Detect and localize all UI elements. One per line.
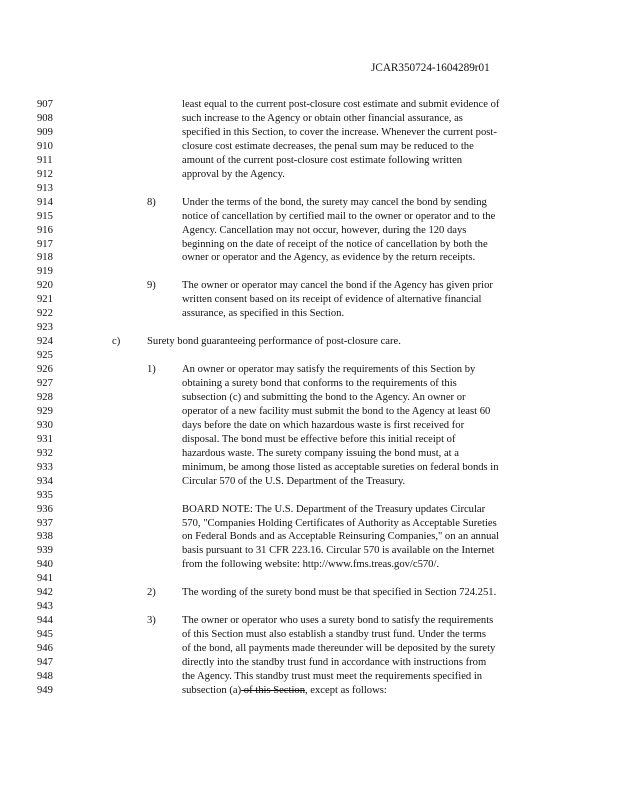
line-number: 949	[37, 684, 53, 696]
line-number: 926	[37, 364, 53, 376]
line-number: 928	[37, 391, 53, 403]
line-number: 922	[37, 308, 53, 320]
text-line: Surety bond guaranteeing performance of post-closure care.	[147, 336, 401, 348]
line-number: 935	[37, 489, 53, 501]
line-number: 941	[37, 573, 53, 585]
line-number: 916	[37, 224, 53, 236]
line-number: 910	[37, 140, 53, 152]
text-line: operator of a new facility must submit the bond to the Agency at least 60	[182, 405, 491, 417]
document-id-header: JCAR350724-1604289r01	[371, 62, 490, 74]
line-number: 945	[37, 629, 53, 641]
line-number: 932	[37, 447, 53, 459]
paragraph-marker: 9)	[147, 280, 156, 292]
line-number: 943	[37, 601, 53, 613]
line-number: 948	[37, 670, 53, 682]
text-line: such increase to the Agency or obtain other financial assurance, as	[182, 112, 463, 124]
text-line: subsection (a) of this Section, except as follows:	[182, 684, 387, 696]
line-number: 939	[37, 545, 53, 557]
text-line: hazardous waste. The surety company issuing the bond must, at a	[182, 447, 459, 459]
paragraph-marker: 8)	[147, 196, 156, 208]
line-number: 912	[37, 168, 53, 180]
line-number: 917	[37, 238, 53, 250]
text-line: days before the date on which hazardous waste is first received for	[182, 419, 465, 431]
text-line: on Federal Bonds and as Acceptable Reinsuring Companies," on an annual	[182, 531, 500, 543]
line-number: 909	[37, 126, 53, 138]
text-line: basis pursuant to 31 CFR 223.16. Circular 570 is available on the Internet	[182, 545, 495, 557]
line-number: 911	[37, 154, 53, 166]
text-line: The wording of the surety bond must be that specified in Section 724.251.	[182, 587, 497, 599]
text-line: subsection (c) and submitting the bond to the Agency. An owner or	[182, 391, 466, 403]
text-line: Agency. Cancellation may not occur, however, during the 120 days	[182, 224, 467, 236]
text-line: the Agency. This standby trust must meet the requirements specified in	[182, 670, 483, 682]
text-line: 570, "Companies Holding Certificates of Authority as Acceptable Sureties	[182, 517, 497, 529]
line-number: 907	[37, 99, 53, 110]
text-line: Circular 570 of the U.S. Department of the Treasury.	[182, 475, 406, 487]
line-number: 934	[37, 475, 53, 487]
text-line: from the following website: http://www.fms.treas.gov/c570/.	[182, 559, 440, 571]
line-number: 914	[37, 196, 53, 208]
text-line: closure cost estimate decreases, the penal sum may be reduced to the	[182, 140, 474, 152]
line-number: 920	[37, 280, 53, 292]
line-number: 947	[37, 657, 53, 668]
text-line: minimum, be among those listed as acceptable sureties on federal bonds in	[182, 461, 499, 473]
struck-text: of this Section	[241, 684, 305, 696]
text-line: The owner or operator may cancel the bond if the Agency has given prior	[182, 280, 493, 292]
paragraph-marker: 3)	[147, 615, 156, 627]
text-line: of this Section must also establish a standby trust fund. Under the terms	[182, 629, 486, 641]
line-number: 923	[37, 322, 53, 334]
text-line: amount of the current post-closure cost estimate following written	[182, 154, 463, 166]
line-number: 918	[37, 252, 53, 264]
text-line: approval by the Agency.	[182, 168, 285, 180]
line-number: 933	[37, 461, 53, 473]
text-line: directly into the standby trust fund in accordance with instructions from	[182, 657, 487, 668]
text-line: written consent based on its receipt of evidence of alternative financial	[182, 294, 482, 306]
text-line: Under the terms of the bond, the surety may cancel the bond by sending	[182, 196, 487, 208]
text-line: An owner or operator may satisfy the requirements of this Section by	[182, 364, 476, 376]
line-number: 927	[37, 378, 53, 389]
text-line: beginning on the date of receipt of the notice of cancellation by both the	[182, 238, 488, 250]
line-number: 908	[37, 112, 53, 124]
line-number: 931	[37, 433, 53, 445]
line-number: 946	[37, 643, 53, 655]
text-line: owner or operator and the Agency, as evidence by the return receipts.	[182, 252, 476, 264]
line-number: 937	[37, 517, 53, 529]
line-number: 936	[37, 503, 53, 515]
text-line: disposal. The bond must be effective before this initial receipt of	[182, 433, 456, 445]
text-line: least equal to the current post-closure cost estimate and submit evidence of	[182, 99, 500, 110]
line-number: 921	[37, 294, 53, 306]
line-number: 919	[37, 266, 53, 278]
line-number: 915	[37, 210, 53, 222]
text-line: assurance, as specified in this Section.	[182, 308, 345, 320]
line-number: 924	[37, 336, 53, 348]
line-number: 913	[37, 182, 53, 194]
line-number: 940	[37, 559, 53, 571]
paragraph-marker: 1)	[147, 364, 156, 376]
line-number: 929	[37, 405, 53, 417]
text-line: BOARD NOTE: The U.S. Department of the Treasury updates Circular	[182, 503, 486, 515]
text-line: obtaining a surety bond that conforms to the requirements of this	[182, 378, 457, 389]
line-number: 942	[37, 587, 53, 599]
text-line: The owner or operator who uses a surety bond to satisfy the requirements	[182, 615, 494, 627]
line-number: 944	[37, 615, 53, 627]
text-line: of the bond, all payments made thereunder will be deposited by the surety	[182, 643, 496, 655]
line-number: 938	[37, 531, 53, 543]
text-line: specified in this Section, to cover the increase. Whenever the current post-	[182, 126, 497, 138]
line-number: 925	[37, 350, 53, 362]
line-number: 930	[37, 419, 53, 431]
paragraph-marker: 2)	[147, 587, 156, 599]
text-line: notice of cancellation by certified mail to the owner or operator and to the	[182, 210, 496, 222]
subsection-marker: c)	[112, 336, 121, 348]
